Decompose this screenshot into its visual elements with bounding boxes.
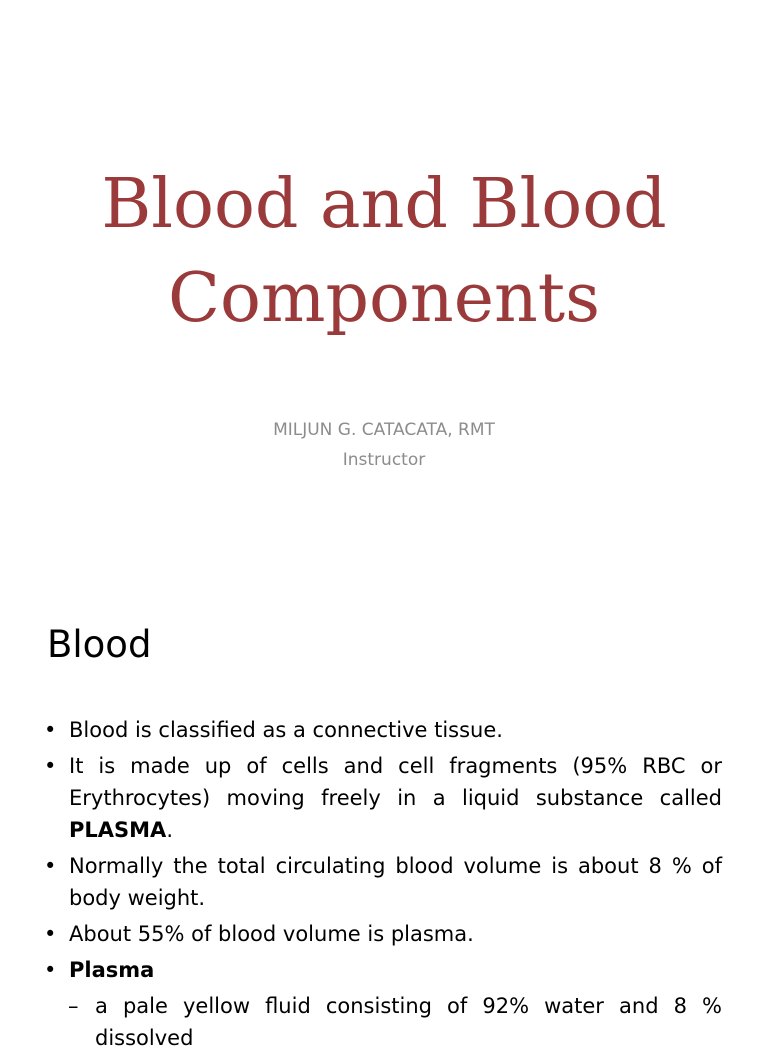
bullet-bold-term: PLASMA (69, 818, 167, 842)
title-line-2: Components (168, 259, 600, 338)
author-role: Instructor (342, 450, 426, 470)
dash-icon: – (68, 994, 79, 1018)
bullet-item (44, 750, 722, 846)
bullet-item (44, 714, 722, 746)
bullet-dot-icon: • (44, 922, 57, 946)
bullet-dot-icon: • (44, 754, 57, 778)
slide-heading: Blood (47, 623, 152, 666)
slide-subtitle (0, 415, 768, 475)
author-name: MILJUN G. CATACATA, RMT (273, 420, 495, 440)
bullet-list (44, 714, 722, 1058)
bullet-item (44, 918, 722, 950)
content-slide (0, 596, 768, 1050)
bullet-text: About 55% of blood volume is plasma. (69, 922, 474, 946)
sub-bullet-item (44, 990, 722, 1054)
bullet-text: Blood is classified as a connective tissue. (69, 718, 503, 742)
slide-title (40, 158, 728, 346)
sub-bullet-text: a pale yellow fluid consisting of 92% water and 8 % dissolved (95, 994, 722, 1050)
bullet-dot-icon: • (44, 958, 57, 982)
bullet-text: Normally the total circulating blood volume is about 8 % of body weight. (69, 854, 722, 910)
bullet-bold-term: Plasma (69, 958, 155, 982)
bullet-item (44, 954, 722, 986)
bullet-text: It is made up of cells and cell fragments (95% RBC or Erythrocytes) moving freely in a liquid substance called (69, 754, 722, 810)
bullet-tail: . (166, 818, 173, 842)
bullet-dot-icon: • (44, 854, 57, 878)
bullet-item (44, 850, 722, 914)
title-line-1: Blood and Blood (101, 165, 667, 244)
bullet-dot-icon: • (44, 718, 57, 742)
